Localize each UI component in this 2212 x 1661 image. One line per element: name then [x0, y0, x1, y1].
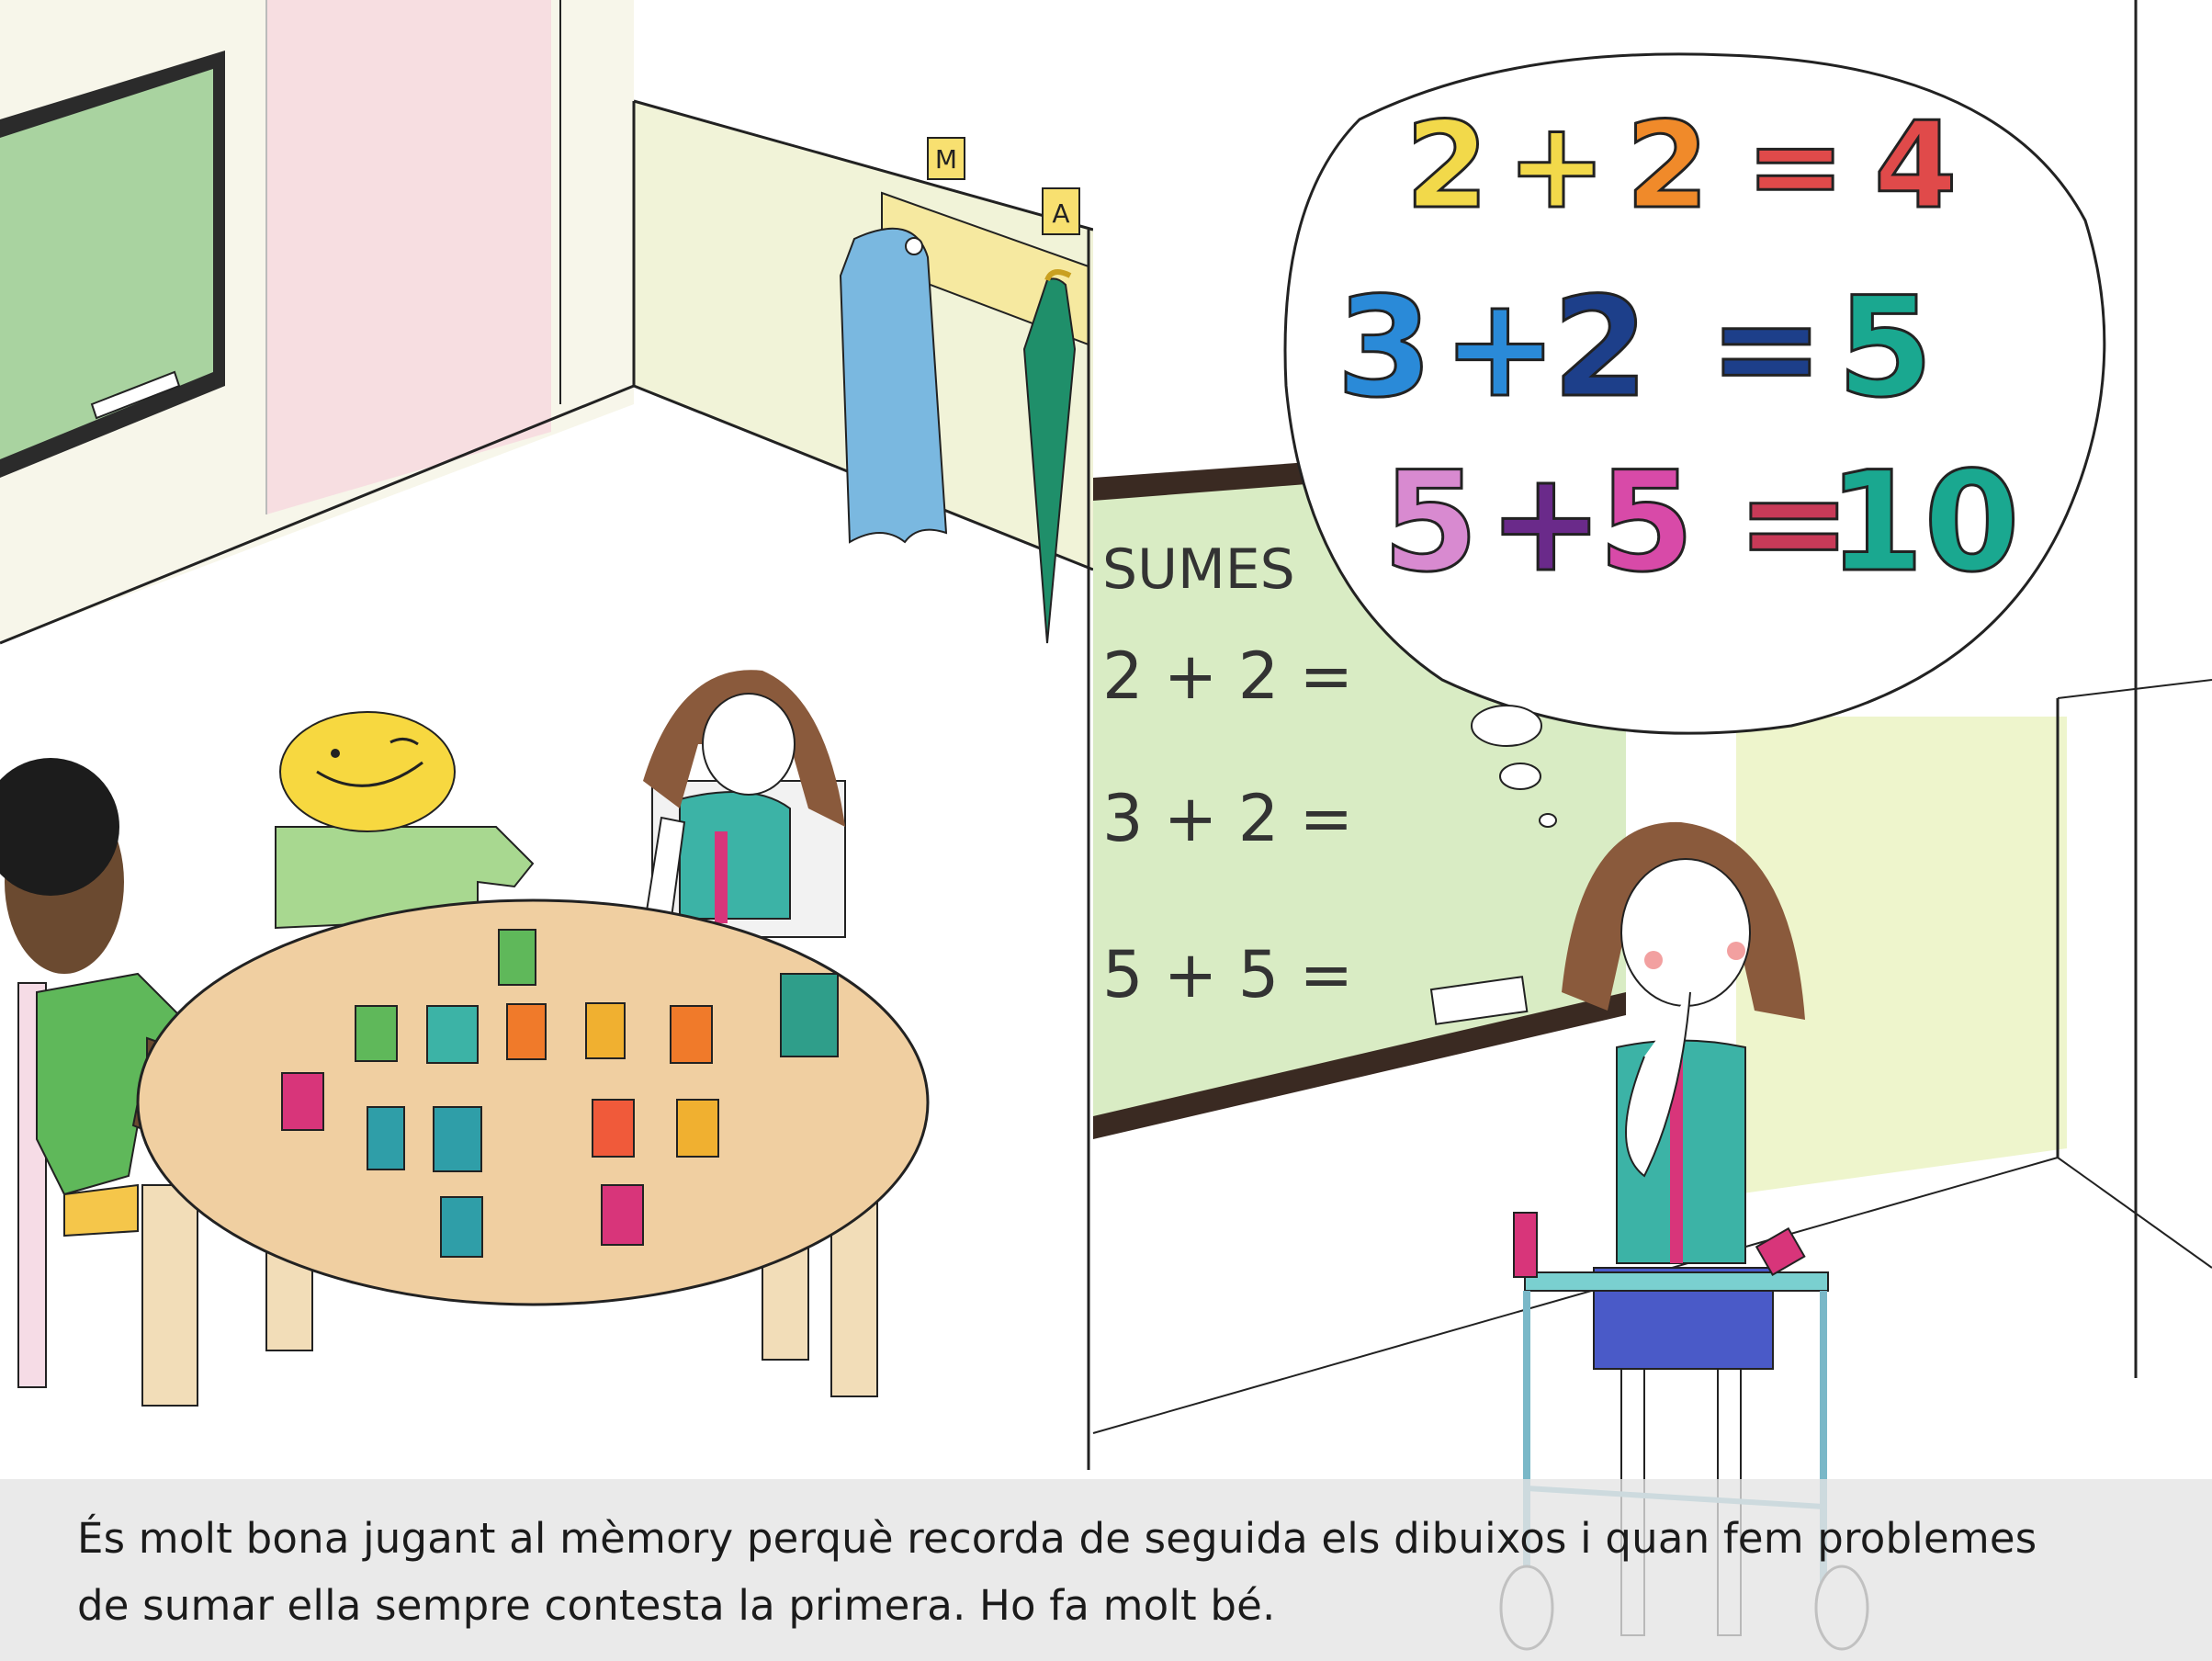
thought-dot	[1500, 763, 1540, 789]
memory-card	[499, 930, 536, 985]
table-scene	[0, 670, 928, 1406]
svg-text:5 + 5	[1382, 443, 2020, 603]
chalkboard-title: SUMES	[1102, 537, 1295, 602]
thought-dot	[1472, 706, 1541, 746]
thought-dot	[1540, 814, 1556, 827]
caption-text	[77, 1505, 2172, 1639]
svg-text:3 + 2	[1337, 268, 1933, 428]
equation-3-eq: =	[1736, 443, 1852, 603]
equation-3-a: 5	[1382, 443, 1479, 603]
memory-card	[434, 1107, 481, 1171]
equation-2-result: 5	[1837, 268, 1934, 428]
memory-card	[592, 1100, 634, 1157]
memory-card	[367, 1107, 404, 1169]
hook-label-m-text: M	[934, 144, 958, 175]
hook-label-a-text: A	[1052, 198, 1070, 229]
chalkboard-sum: 3 + 2 =	[1102, 781, 1354, 856]
chalkboard-sum: 2 + 2 =	[1102, 638, 1354, 714]
equation-1-b: 2	[1626, 96, 1710, 235]
walker-icon	[1525, 1272, 1828, 1291]
memory-card	[671, 1006, 712, 1063]
smiley-character	[276, 712, 533, 928]
memory-card	[586, 1003, 625, 1058]
memory-card	[507, 1004, 546, 1059]
caption-line-2: de sumar ella sempre contesta la primera. Ho fa molt bé.	[77, 1581, 1276, 1630]
memory-card	[441, 1197, 482, 1257]
svg-text:2 + 2	[1405, 96, 1957, 235]
memory-card-stack	[781, 974, 838, 1056]
memory-card	[427, 1006, 478, 1063]
equation-3-b: 5	[1598, 443, 1695, 603]
equation-1-result: 4	[1874, 96, 1958, 235]
equation-1-a: 2	[1405, 96, 1489, 235]
memory-card	[602, 1185, 643, 1245]
caption-line-1: És molt bona jugant al mèmory perquè recorda de seguida els dibuixos i quan fem problemes	[77, 1514, 2037, 1563]
equation-2-b: 2	[1552, 268, 1649, 428]
equation-3-result: 10	[1828, 443, 2020, 603]
equation-2-eq: =	[1709, 268, 1824, 428]
chalkboard-sum: 5 + 5 =	[1102, 937, 1354, 1012]
equation-1-op: +	[1507, 96, 1607, 235]
memory-card	[356, 1006, 397, 1061]
right-room	[1093, 0, 2212, 1649]
equation-2-a: 3	[1337, 268, 1433, 428]
equation-3-op: +	[1488, 443, 1604, 603]
equation-2-op: +	[1442, 268, 1558, 428]
memory-card	[282, 1073, 323, 1130]
equation-1-eq: =	[1745, 96, 1845, 235]
memory-card	[677, 1100, 718, 1157]
